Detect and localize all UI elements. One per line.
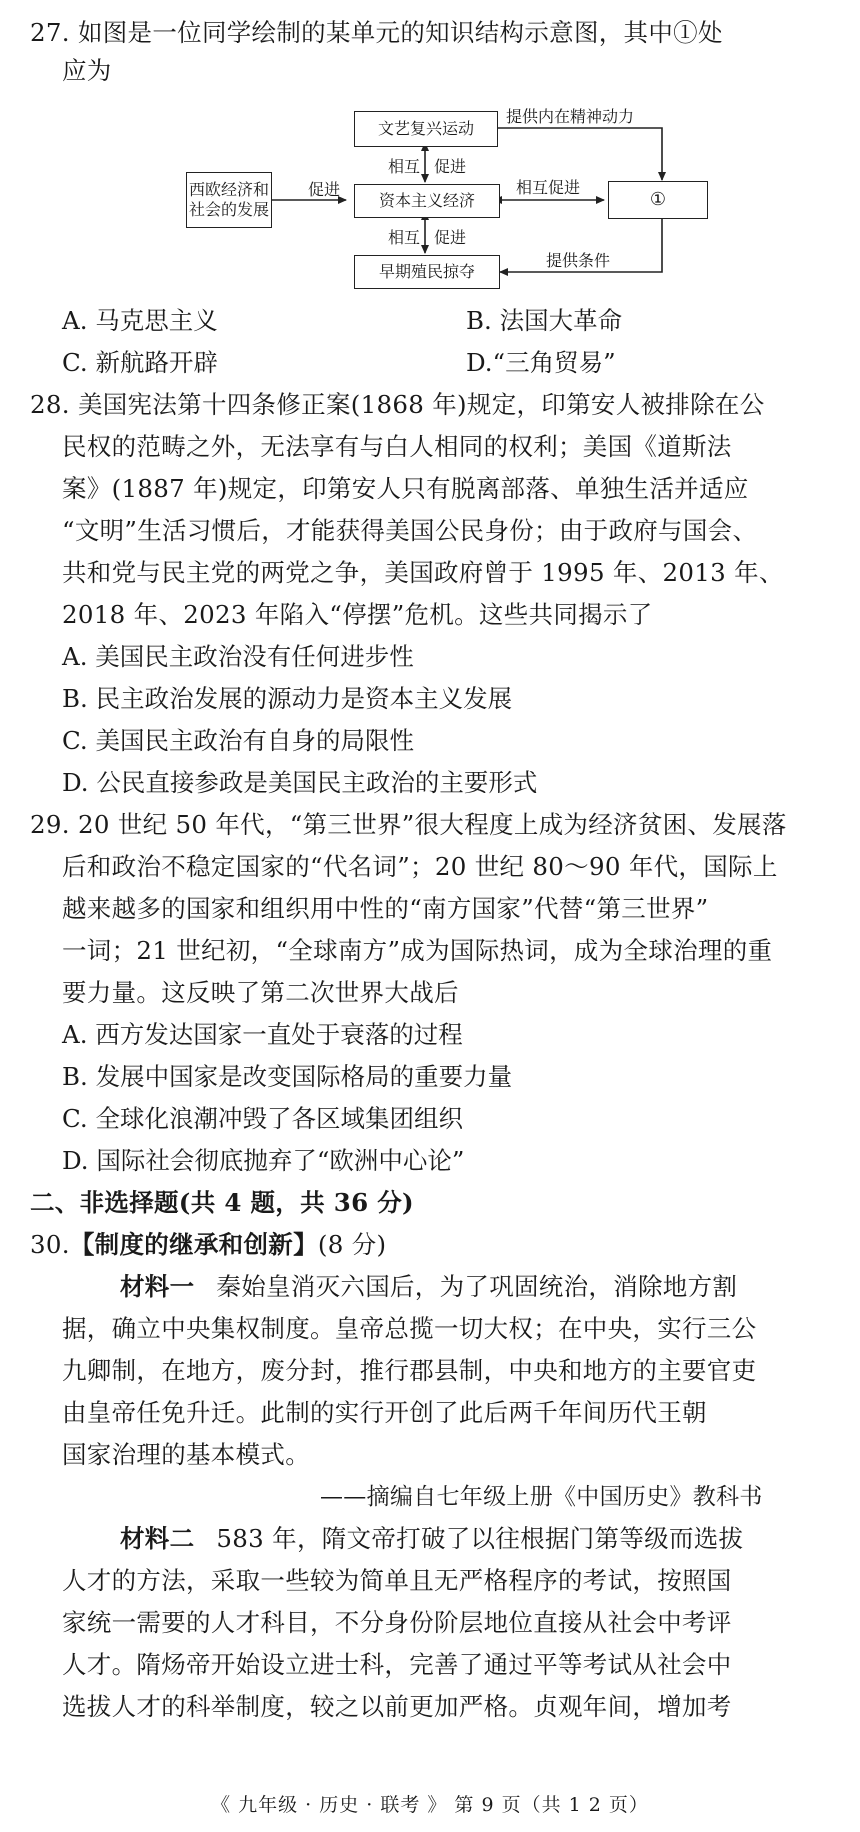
box-left-line-2: 社会的发展 (188, 200, 269, 219)
q30-material-2-first-line (120, 1524, 743, 1554)
q30-score: (8 分) (317, 1230, 387, 1259)
q27-option-a: A. 马克思主义 (62, 306, 218, 335)
material-2-line-3: 家统一需要的人才科目，不分身份阶层地位直接从社会中考评 (62, 1608, 732, 1637)
q28-option-b: B. 民主政治发展的源动力是资本主义发展 (62, 684, 513, 713)
q28-stem-line-3: 案》(1887 年)规定，印第安人只有脱离部落、单独生活并适应 (62, 474, 749, 503)
material-1-text-first: 秦始皇消灭六国后，为了巩固统治，消除地方割 (216, 1272, 738, 1301)
box-early-colonial-plunder: 早期殖民掠夺 (354, 255, 500, 289)
label-provide-conditions: 提供条件 (546, 251, 611, 270)
material-1-line-5: 国家治理的基本模式。 (62, 1440, 310, 1469)
q30-title (30, 1230, 386, 1260)
q29-stem-line-3: 越来越多的国家和组织用中性的“南方国家”代替“第三世界” (62, 894, 709, 923)
q27-stem-line-2: 应为 (62, 56, 112, 85)
box-left-line-1: 西欧经济和 (188, 180, 269, 199)
q29-stem-line-1: 29. 20 世纪 50 年代，“第三世界”很大程度上成为经济贫困、发展落 (30, 810, 787, 839)
material-1-label: 材料一 (120, 1272, 195, 1301)
q28-stem-line-6: 2018 年、2023 年陷入“停摆”危机。这些共同揭示了 (62, 600, 653, 629)
q27-option-c: C. 新航路开辟 (62, 348, 218, 377)
material-2-label: 材料二 (120, 1524, 195, 1553)
label-promote-bottom: 促进 (434, 228, 467, 247)
q29-option-d: D. 国际社会彻底抛弃了“欧洲中心论” (62, 1146, 465, 1175)
label-mutual-bottom: 相互 (388, 228, 421, 247)
q29-stem-line-4: 一词；21 世纪初，“全球南方”成为国际热词，成为全球治理的重 (62, 936, 773, 965)
q30-number: 30. (30, 1230, 70, 1259)
label-spirit-motivation: 提供内在精神动力 (506, 107, 635, 126)
q27-option-d: D.“三角贸易” (466, 348, 616, 377)
q27-option-b: B. 法国大革命 (466, 306, 623, 335)
box-western-europe-development (186, 172, 272, 228)
q29-option-c: C. 全球化浪潮冲毁了各区域集团组织 (62, 1104, 463, 1133)
box-renaissance: 文艺复兴运动 (354, 111, 498, 147)
q28-stem-line-2: 民权的范畴之外，无法享有与白人相同的权利；美国《道斯法 (62, 432, 732, 461)
material-1-line-4: 由皇帝任免升迁。此制的实行开创了此后两千年间历代王朝 (62, 1398, 707, 1427)
q28-option-d: D. 公民直接参政是美国民主政治的主要形式 (62, 768, 538, 797)
label-mutual-promote: 相互促进 (516, 178, 581, 197)
q29-option-b: B. 发展中国家是改变国际格局的重要力量 (62, 1062, 513, 1091)
q29-option-a: A. 西方发达国家一直处于衰落的过程 (62, 1020, 463, 1049)
material-2-line-4: 人才。隋炀帝开始设立进士科，完善了通过平等考试从社会中 (62, 1650, 732, 1679)
q30-topic: 【制度的继承和创新】 (69, 1230, 318, 1259)
q28-option-a: A. 美国民主政治没有任何进步性 (62, 642, 414, 671)
material-1-line-2: 据，确立中央集权制度。皇帝总揽一切大权；在中央，实行三公 (62, 1314, 757, 1343)
q30-material-1-first-line (120, 1272, 737, 1302)
material-1-source: ——摘编自七年级上册《中国历史》教科书 (320, 1484, 763, 1510)
label-mutual-top: 相互 (388, 157, 421, 176)
label-promote: 促进 (308, 180, 341, 199)
page-footer: 《 九年级 · 历史 · 联考 》 第 9 页（共 1 2 页） (211, 1794, 649, 1816)
q28-stem-line-5: 共和党与民主党的两党之争，美国政府曾于 1995 年、2013 年、 (62, 558, 784, 587)
q28-option-c: C. 美国民主政治有自身的局限性 (62, 726, 414, 755)
q29-stem-line-5: 要力量。这反映了第二次世界大战后 (62, 978, 459, 1007)
label-promote-top: 促进 (434, 157, 467, 176)
box-capitalist-economy: 资本主义经济 (354, 184, 500, 218)
section-2-heading: 二、非选择题(共 4 题，共 36 分) (30, 1188, 414, 1217)
q28-stem-line-4: “文明”生活习惯后，才能获得美国公民身份；由于政府与国会、 (62, 516, 758, 545)
arrow-spirit (498, 128, 662, 180)
box-unknown-1: ① (608, 181, 708, 219)
q27-stem-line-1: 27. 如图是一位同学绘制的某单元的知识结构示意图，其中①处 (30, 18, 723, 47)
q28-stem-line-1: 28. 美国宪法第十四条修正案(1868 年)规定，印第安人被排除在公 (30, 390, 765, 419)
material-1-line-3: 九卿制，在地方，废分封，推行郡县制，中央和地方的主要官吏 (62, 1356, 757, 1385)
knowledge-structure-diagram (0, 0, 860, 300)
material-2-line-5: 选拔人才的科举制度，较之以前更加严格。贞观年间，增加考 (62, 1692, 732, 1721)
q29-stem-line-2: 后和政治不稳定国家的“代名词”；20 世纪 80～90 年代，国际上 (62, 852, 778, 881)
material-2-text-first: 583 年，隋文帝打破了以往根据门第等级而选拔 (216, 1524, 744, 1553)
material-2-line-2: 人才的方法，采取一些较为简单且无严格程序的考试，按照国 (62, 1566, 732, 1595)
